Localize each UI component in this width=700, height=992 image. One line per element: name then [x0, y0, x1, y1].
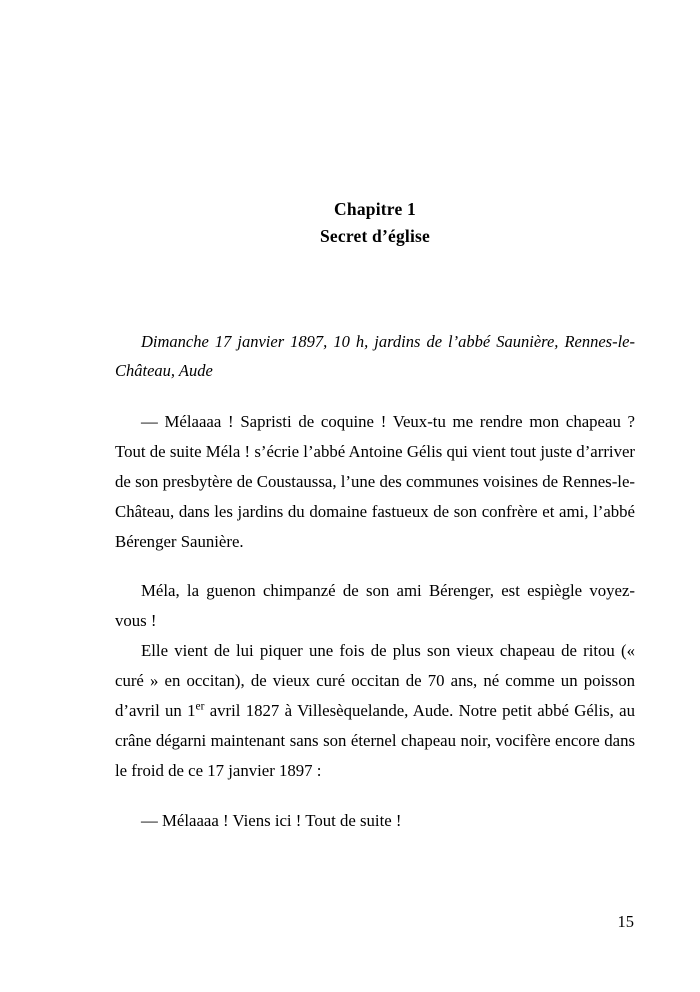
paragraph-4: — Mélaaaa ! Viens ici ! Tout de suite !	[141, 810, 402, 830]
chapter-heading	[115, 196, 635, 250]
chapter-title: Secret d’église	[319, 226, 431, 247]
page-content	[115, 196, 635, 836]
paragraph-1: — Mélaaaa ! Sapristi de coquine ! Veux-tu me rendre mon chapeau ? Tout de suite Méla ! s’écrie l’abbé Antoine Gélis qui vient tout juste d’arriver de son presbytère de Coustaussa, l’une des communes voisines de Rennes-le-Château, dans les jardins du domaine fastueux de son confrère et ami, l’abbé Bérenger Saunière.	[115, 412, 635, 551]
chapter-number: Chapitre 1	[334, 199, 416, 219]
scene-setting-line: Dimanche 17 janvier 1897, 10 h, jardins de l’abbé Saunière, Rennes-le-Château, Aude	[115, 332, 635, 380]
paragraph-3-before-ordinal: Elle vient de lui piquer une fois de plus son vieux chapeau de ritou (« curé » en occitan), de vieux curé occitan de 70 ans, né comme un poisson d’avril un 1	[115, 641, 635, 721]
paragraph-3	[115, 636, 635, 785]
page-number: 15	[617, 912, 634, 931]
paragraph-3-after-ordinal: avril 1827 à Villesèquelande, Aude. Notre petit abbé Gélis, au crâne dégarni maintenant sans son éternel chapeau noir, vocifère encore dans le froid de ce 17 janvier 1897 :	[115, 701, 635, 780]
ordinal-suffix: er	[195, 700, 205, 713]
paragraph-2: Méla, la guenon chimpanzé de son ami Bérenger, est espiègle voyez-vous !	[115, 581, 635, 631]
